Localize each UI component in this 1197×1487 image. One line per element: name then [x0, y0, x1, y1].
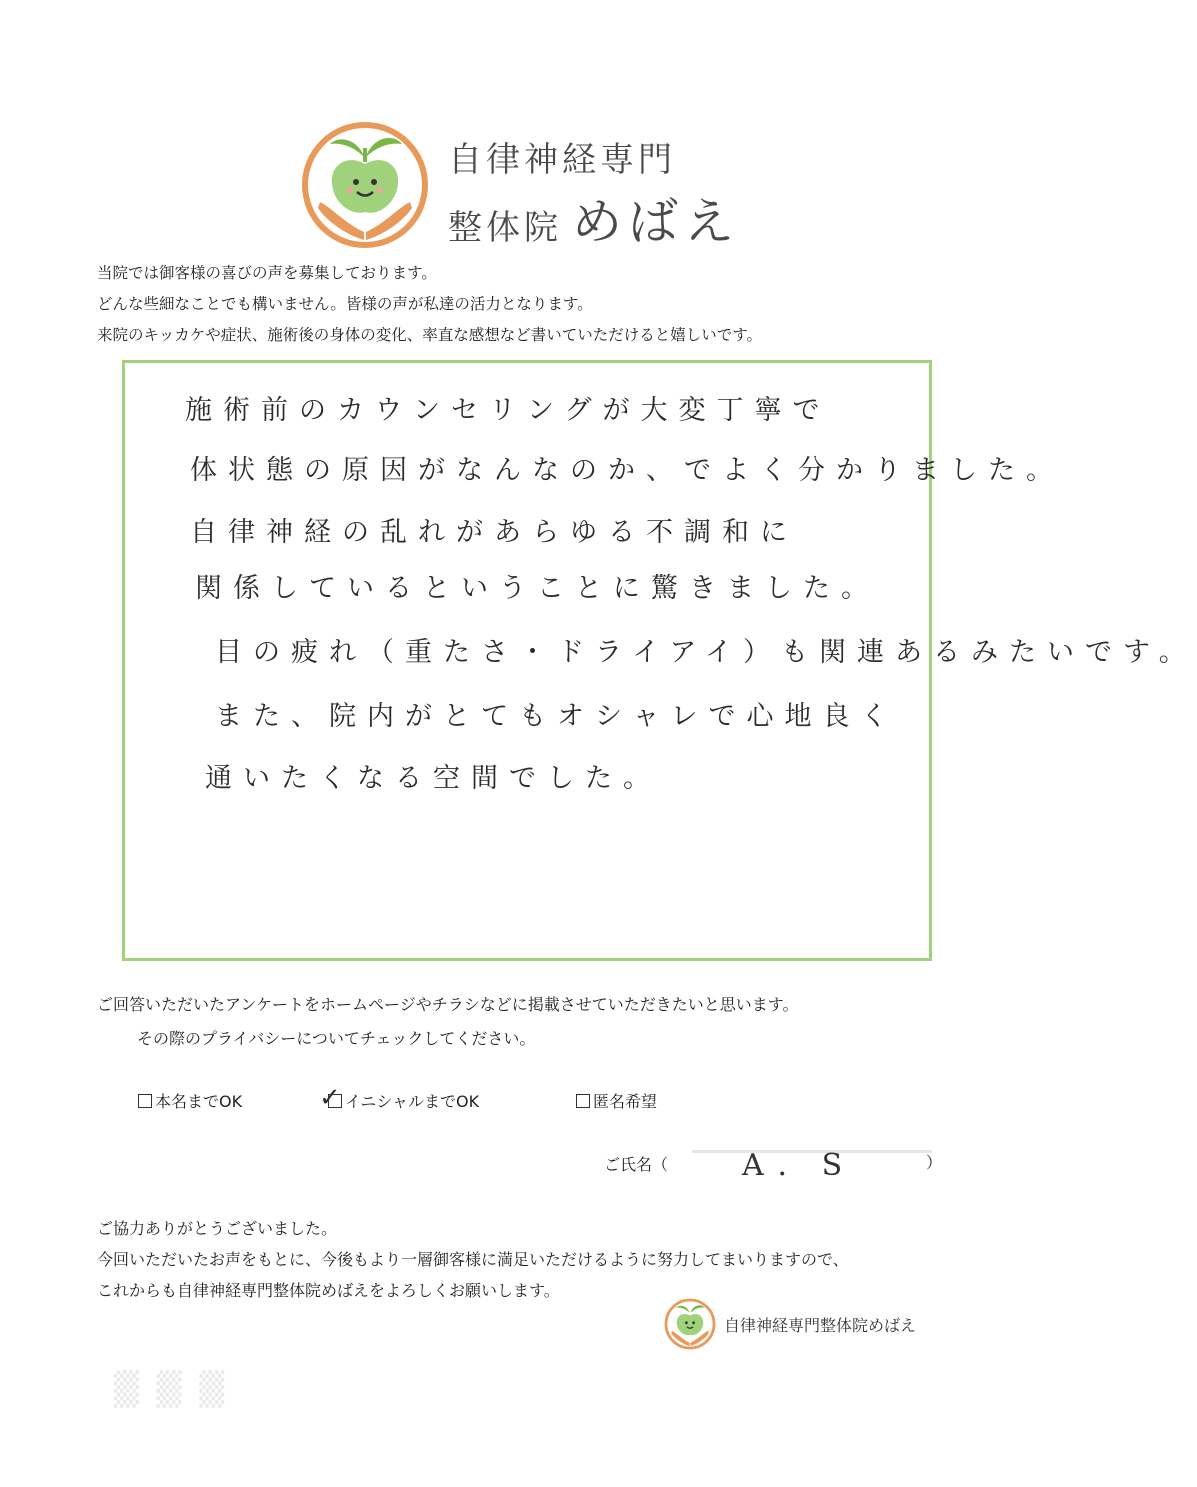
checkbox[interactable]	[138, 1094, 152, 1108]
handwritten-line: 施術前のカウンセリングが大変丁寧で	[185, 395, 831, 426]
apple-sprout-hands-icon	[300, 120, 430, 250]
consent-text	[97, 988, 798, 1056]
name-value: A．S	[742, 1148, 857, 1183]
logo-title-mebae: めばえ	[572, 193, 740, 251]
handwritten-line: 通いたくなる空間でした。	[205, 763, 661, 794]
intro-line: 来院のキッカケや症状、施術後の身体の変化、率直な感想など書いていただけると嬉しいです。	[97, 326, 762, 344]
intro-line: 当院では御客様の喜びの声を募集しております。	[97, 264, 437, 282]
thanks-line: ご協力ありがとうございました。	[97, 1219, 338, 1238]
checkbox[interactable]	[576, 1094, 590, 1108]
handwritten-line: また、院内がとてもオシャレで心地良く	[215, 701, 899, 732]
consent-line: その際のプライバシーについてチェックしてください。	[137, 1029, 536, 1048]
intro-line: どんな些細なことでも構いません。皆様の声が私達の活力となります。	[97, 295, 593, 313]
option-label: イニシャルまでOK	[345, 1092, 480, 1111]
option-initials[interactable]	[319, 1082, 480, 1113]
thanks-text	[97, 1213, 849, 1306]
handwritten-line: 目の疲れ（重たさ・ドライアイ）も関連あるみたいです。	[215, 637, 1197, 668]
check-mark-icon: ✓	[319, 1082, 341, 1113]
option-anonymous[interactable]	[576, 1089, 657, 1112]
consent-line: ご回答いただいたアンケートをホームページやチラシなどに掲載させていただきたいと思います。	[97, 995, 799, 1014]
footer-signature	[664, 1296, 964, 1352]
name-row	[604, 1148, 943, 1183]
logo-title-line2	[448, 182, 740, 254]
handwritten-line: 自律神経の乱れがあらゆる不調和に	[190, 517, 798, 548]
name-close-paren: ）	[926, 1153, 943, 1172]
handwritten-line: 体状態の原因がなんなのか、でよく分かりました。	[190, 455, 1064, 486]
option-label: 本名までOK	[155, 1092, 243, 1111]
show-through-smudge: ▒ ▒ ▒	[110, 1370, 225, 1408]
intro-text	[97, 258, 762, 351]
handwritten-line: 関係しているということに驚きました。	[195, 573, 879, 604]
checkbox-checked[interactable]	[319, 1082, 342, 1113]
thanks-line: これからも自律神経専門整体院めばえをよろしくお願いします。	[97, 1281, 560, 1300]
apple-sprout-hands-icon	[664, 1298, 716, 1350]
option-real-name[interactable]	[138, 1089, 242, 1112]
option-label: 匿名希望	[593, 1092, 658, 1111]
logo-title-line1: 自律神経専門	[448, 140, 676, 180]
name-label: ご氏名（	[604, 1154, 669, 1174]
header-logo	[300, 120, 770, 250]
signature-text: 自律神経専門整体院めばえ	[724, 1315, 917, 1335]
name-field[interactable]	[672, 1148, 943, 1183]
logo-title-seitaiin: 整体院	[448, 208, 562, 248]
thanks-line: 今回いただいたお声をもとに、今後もより一層御客様に満足いただけるように努力してまいりますので、	[97, 1250, 849, 1269]
